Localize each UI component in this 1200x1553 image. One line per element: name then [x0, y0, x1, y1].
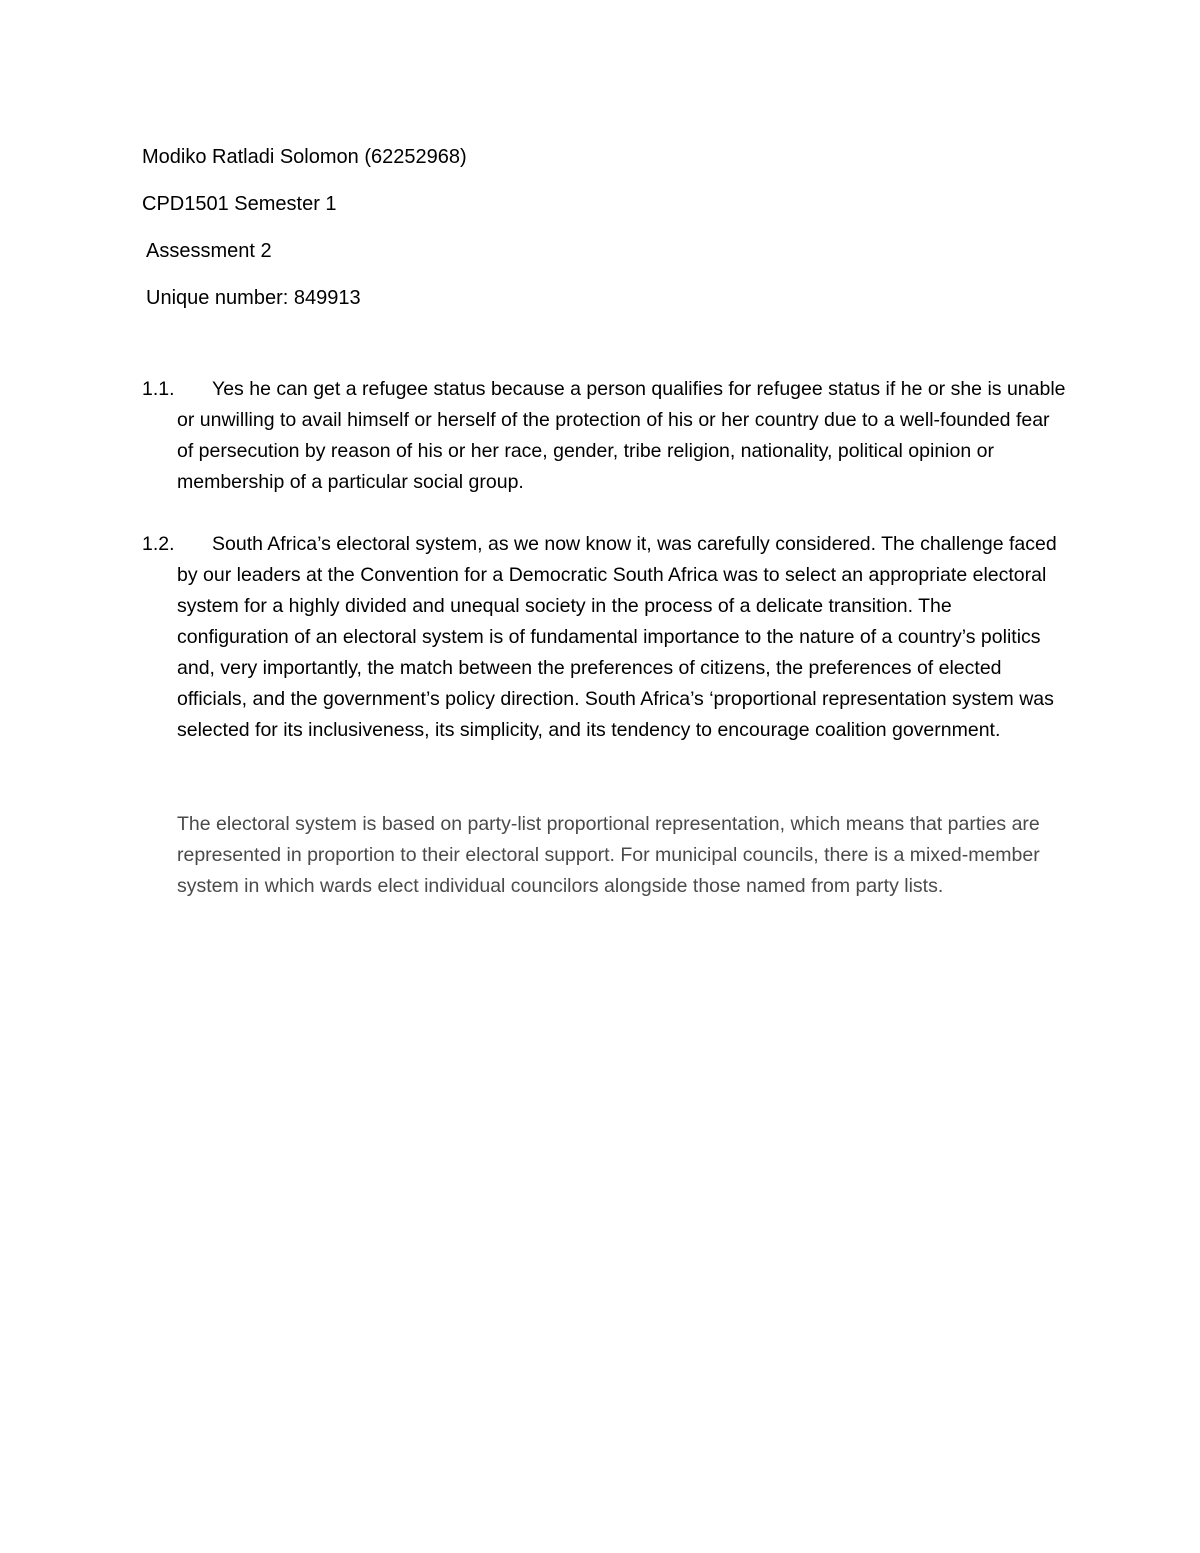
answer-text: South Africa’s electoral system, as we now know it, was carefully considered. The challenge faced by our leaders at the Convention for a Democratic South Africa was to select an appropriate electoral system for a highly divided and unequal society in the process of a delicate transition. The configuration of an electoral system is of fundamental importance to the nature of a country’s politics and, very importantly, the match between the preferences of citizens, the preferences of elected officials, and the government’s policy direction. South Africa’s ‘proportional representation system was selected for its inclusiveness, its simplicity, and its tendency to encourage coalition government.	[177, 533, 1057, 741]
answer-number: 1.2.	[142, 533, 175, 555]
answer-item	[142, 529, 1067, 746]
answer-number: 1.1.	[142, 378, 175, 400]
follow-up-paragraph: The electoral system is based on party-list proportional representation, which means that parties are represented in proportion to their electoral support. For municipal councils, there is a mixed-member system in which wards elect individual councilors alongside those named from party lists.	[177, 813, 1040, 897]
assessment-line: Assessment 2	[146, 240, 272, 262]
course-line: CPD1501 Semester 1	[142, 193, 337, 215]
student-name-line: Modiko Ratladi Solomon (62252968)	[142, 146, 467, 168]
answer-item	[142, 374, 1067, 498]
answer-text: Yes he can get a refugee status because a person qualifies for refugee status if he or she is unable or unwilling to avail himself or herself of the protection of his or her country due to a well-founded fear of persecution by reason of his or her race, gender, tribe religion, nationality, political opinion or membership of a particular social group.	[177, 378, 1066, 493]
unique-number-line: Unique number: 849913	[146, 287, 361, 309]
